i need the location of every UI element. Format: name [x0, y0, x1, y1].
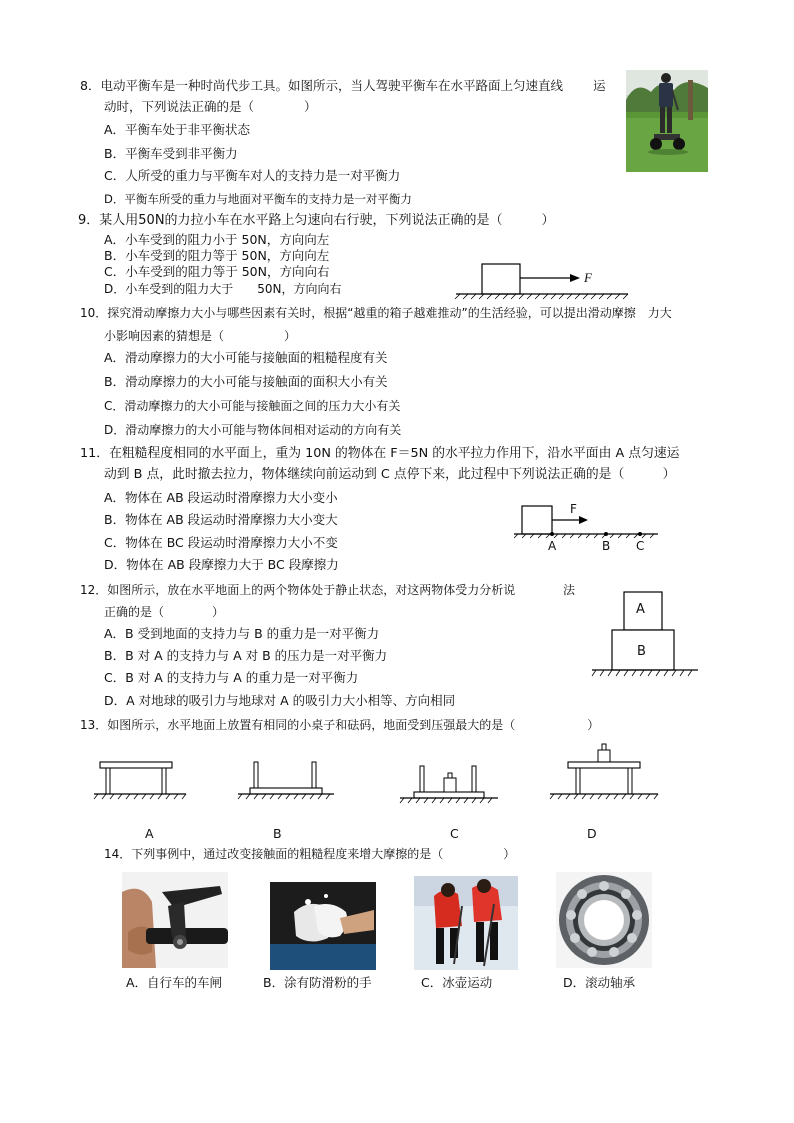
q8-option-d: D．平衡车所受的重力与地面对平衡车的支持力是一对平衡力 — [104, 192, 412, 206]
q10-stem-line1: 10．探究滑动摩擦力大小与哪些因素有关时，根据“越重的箱子越难推动”的生活经验，可以提出滑动摩擦 力大 — [80, 306, 672, 320]
q13-option-a-diagram — [94, 756, 194, 806]
chalk-hands-photo — [270, 882, 376, 970]
q13-option-c-diagram — [400, 756, 500, 806]
segway-rider-photo — [626, 70, 708, 172]
point-a — [550, 532, 554, 536]
q8-option-b: B．平衡车受到非平衡力 — [104, 146, 238, 161]
q14-caption-c: C．冰壶运动 — [421, 975, 493, 990]
q14-caption-b: B．涂有防滑粉的手 — [263, 975, 372, 990]
q11-label-a: A — [548, 539, 557, 553]
q11-stem-line2: 动到 B 点，此时撤去拉力，物体继续向前运动到 C 点停下来，此过程中下列说法正确的是（ ） — [104, 467, 676, 482]
q11-option-b: B．物体在 AB 段运动时滑摩擦力大小变大 — [104, 512, 338, 527]
q11-block — [522, 506, 552, 534]
bike-brake-photo — [122, 872, 228, 968]
q11-stem-line1: 11．在粗糙程度相同的水平面上，重为 10N 的物体在 F＝5N 的水平拉力作用下，沿水平面由 A 点匀速运 — [80, 446, 680, 461]
q14-caption-d: D．滚动轴承 — [563, 975, 636, 990]
block-b-label: B — [637, 644, 646, 659]
q13-caption-a: A — [145, 826, 154, 841]
q13-option-b-diagram — [238, 756, 338, 806]
q11-force-arrow-icon — [579, 516, 588, 524]
q10-option-b: B．滑动摩擦力的大小可能与接触面的面积大小有关 — [104, 374, 388, 389]
weight-icon — [444, 778, 456, 792]
q12-option-a: A．B 受到地面的支持力与 B 的重力是一对平衡力 — [104, 626, 380, 641]
q12-option-d: D．A 对地球的吸引力与地球对 A 的吸引力大小相等、方向相同 — [104, 693, 456, 708]
q9-option-a: A．小车受到的阻力小于 50N，方向向左 — [104, 232, 330, 247]
q11-option-a: A．物体在 AB 段运动时滑摩擦力大小变小 — [104, 490, 338, 505]
q9-option-c: C．小车受到的阻力等于 50N，方向向右 — [104, 264, 330, 279]
q10-option-d: D．滑动摩擦力的大小可能与物体间相对运动的方向有关 — [104, 423, 402, 437]
q13-caption-d: D — [587, 826, 597, 841]
q10-stem-line2: 小影响因素的猜想是（ ） — [104, 329, 297, 343]
q11-option-c: C．物体在 BC 段运动时滑摩擦力大小不变 — [104, 535, 338, 550]
q8-stem-line2: 动时，下列说法正确的是（ ） — [104, 99, 317, 114]
q9-force-label: F — [584, 270, 592, 285]
block-a-label: A — [636, 602, 645, 617]
q12-stem-line1: 12．如图所示，放在水平地面上的两个物体处于静止状态，对这两物体受力分析说 — [80, 583, 516, 597]
q12-option-b: B．B 对 A 的支持力与 A 对 B 的压力是一对平衡力 — [104, 648, 388, 663]
q8-stem-line1-end: 运 — [593, 78, 606, 93]
q9-cart-diagram — [452, 262, 632, 302]
q10-option-c: C．滑动摩擦力的大小可能与接触面之间的压力大小有关 — [104, 399, 401, 413]
q9-stem: 9．某人用50N的力拉小车在水平路上匀速向右行驶，下列说法正确的是（ ） — [78, 213, 555, 228]
q13-option-d-diagram — [548, 742, 660, 802]
q12-stem-line1-end: 法 — [563, 583, 576, 597]
point-b — [604, 532, 608, 536]
q13-stem: 13．如图所示，水平地面上放置有相同的小桌子和砝码，地面受到压强最大的是（ ） — [80, 718, 600, 732]
q12-stem-line2: 正确的是（ ） — [104, 605, 225, 619]
q14-stem: 14．下列事例中，通过改变接触面的粗糙程度来增大摩擦的是（ ） — [104, 847, 516, 861]
q8-stem-line1: 8．电动平衡车是一种时尚代步工具。如图所示，当人驾驶平衡车在水平路面上匀速直线 — [80, 78, 563, 93]
ball-bearing-photo — [556, 872, 652, 968]
q11-label-b: B — [602, 539, 611, 553]
q9-option-d: D．小车受到的阻力大于 50N，方向向右 — [104, 282, 342, 296]
q14-caption-a: A．自行车的车闸 — [126, 975, 223, 990]
q13-caption-c: C — [450, 826, 459, 841]
q12-stacked-blocks-diagram — [590, 590, 700, 682]
curling-photo — [414, 876, 518, 970]
q10-option-a: A．滑动摩擦力的大小可能与接触面的粗糙程度有关 — [104, 350, 388, 365]
point-c — [638, 532, 642, 536]
q13-caption-b: B — [273, 826, 282, 841]
q8-option-c: C．人所受的重力与平衡车对人的支持力是一对平衡力 — [104, 168, 401, 183]
q11-option-d: D．物体在 AB 段摩擦力大于 BC 段摩擦力 — [104, 557, 339, 572]
q11-label-f: F — [570, 502, 577, 516]
cart-block — [482, 264, 520, 294]
q9-option-b: B．小车受到的阻力等于 50N，方向向左 — [104, 248, 330, 263]
weight-icon — [598, 750, 610, 762]
q8-option-a: A．平衡车处于非平衡状态 — [104, 122, 251, 137]
q11-label-c: C — [636, 539, 645, 553]
force-arrow-icon — [570, 274, 580, 282]
q12-option-c: C．B 对 A 的支持力与 A 的重力是一对平衡力 — [104, 670, 359, 685]
